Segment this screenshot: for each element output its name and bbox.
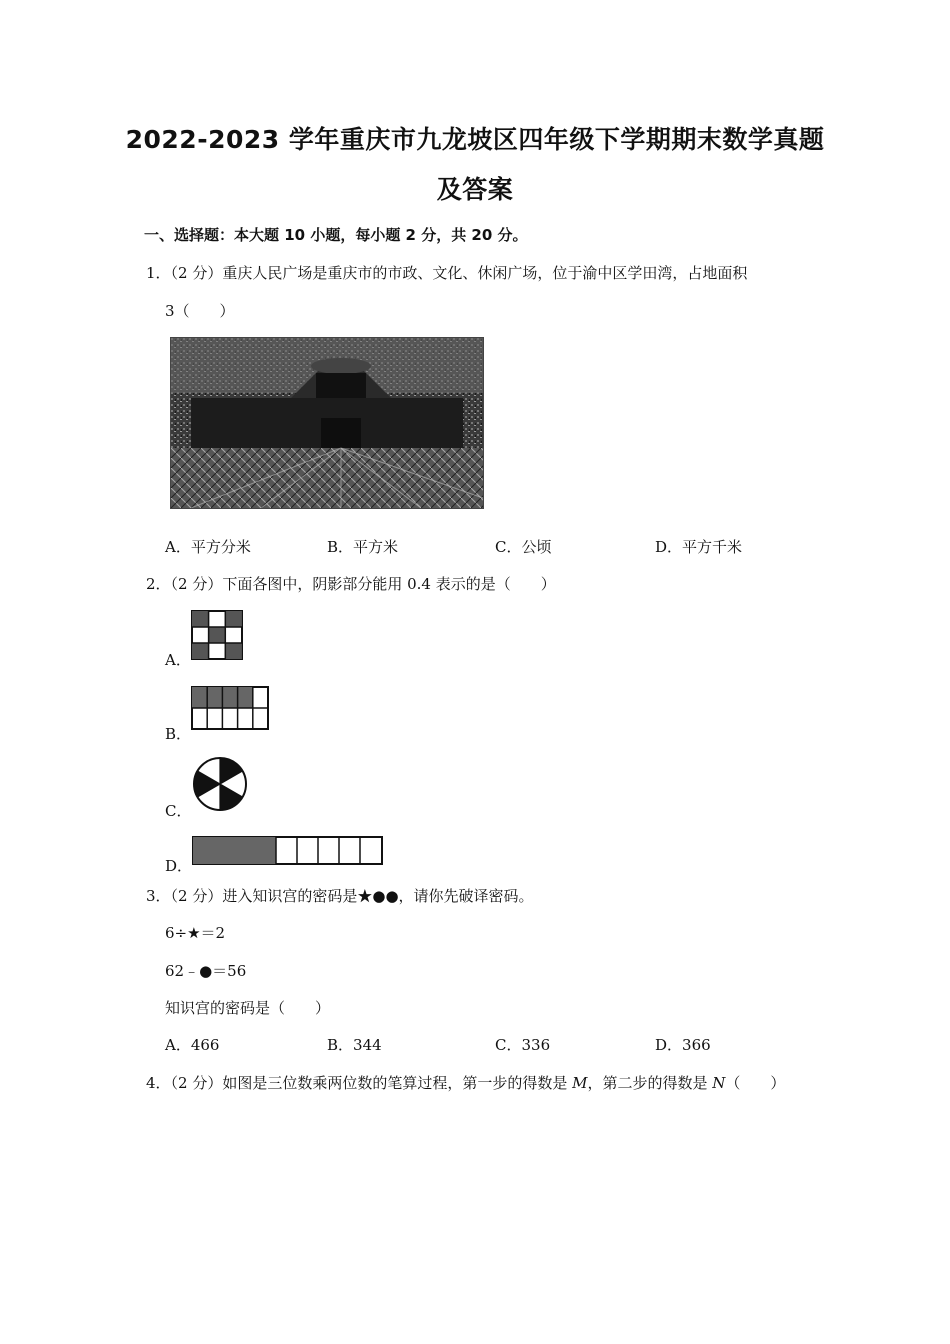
people-square-photo (170, 337, 484, 509)
question-1-text: 1．（2 分）重庆人民广场是重庆市的市政、文化、休闲广场，位于渝中区学田湾，占地面积 (146, 264, 748, 282)
question-2-text: 2．（2 分）下面各图中，阴影部分能用 0.4 表示的是（ ） (146, 575, 556, 593)
question-3-text: 3．（2 分）进入知识宫的密码是★●●，请你先破译密码。 (146, 887, 534, 905)
q1-option-d[interactable]: D．平方千米 (655, 538, 743, 556)
q2-option-b-label[interactable]: B． (165, 725, 192, 743)
q3-option-d[interactable]: D．366 (655, 1036, 711, 1054)
q3-equation-2: 62﹣●＝56 (165, 962, 247, 980)
q2-figure-a-grid[interactable] (191, 610, 243, 660)
q2-figure-b-grid[interactable] (191, 686, 271, 732)
q2-figure-c-circle[interactable] (192, 756, 248, 812)
q1-option-c[interactable]: C．公顷 (495, 538, 552, 556)
q1-option-a[interactable]: A．平方分米 (165, 538, 251, 556)
q2-option-a-label[interactable]: A． (165, 651, 191, 669)
q4-variable-m: M (572, 1074, 588, 1092)
question-4-text (146, 1072, 785, 1093)
q4-text-part-b: ，第二步的得数是 (587, 1074, 713, 1092)
q3-option-c[interactable]: C．336 (495, 1036, 551, 1054)
q1-option-b[interactable]: B．平方米 (327, 538, 399, 556)
q4-text-part-a: 4．（2 分）如图是三位数乘两位数的笔算过程，第一步的得数是 (146, 1074, 573, 1092)
section-heading: 一、选择题：本大题 10 小题，每小题 2 分，共 20 分。 (144, 226, 528, 244)
q4-variable-n: N (712, 1074, 726, 1092)
q2-figure-d-strip[interactable] (192, 836, 384, 866)
page-title-line2: 及答案 (436, 175, 514, 204)
q3-option-a[interactable]: A．466 (165, 1036, 220, 1054)
q3-ask: 知识宫的密码是（ ） (165, 999, 331, 1017)
page-title-line1: 2022-2023 学年重庆市九龙坡区四年级下学期期末数学真题 (125, 125, 825, 154)
q2-option-d-label[interactable]: D． (165, 857, 193, 875)
q4-text-part-c: （ ） (725, 1074, 786, 1092)
q3-equation-1: 6÷★＝2 (165, 924, 226, 942)
question-1-text-cont: 3（ ） (165, 302, 235, 320)
q3-option-b[interactable]: B．344 (327, 1036, 382, 1054)
q2-option-c-label[interactable]: C． (165, 802, 192, 820)
